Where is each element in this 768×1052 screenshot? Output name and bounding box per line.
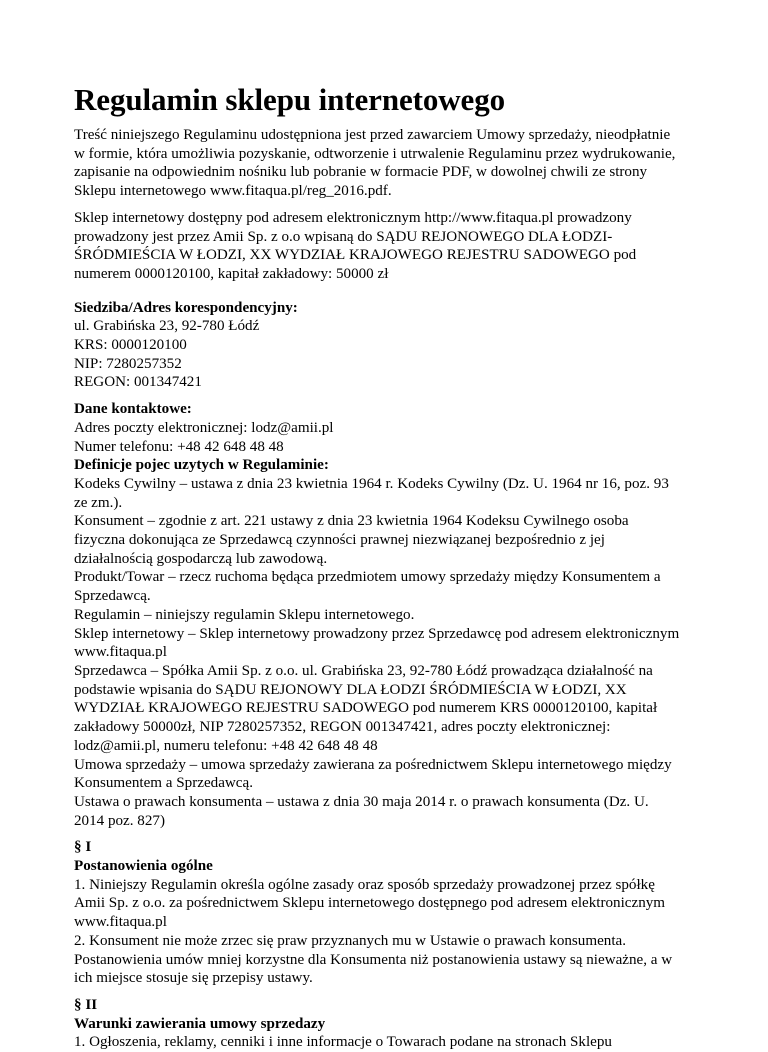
section-1-line: Postanowienia umów mniej korzystne dla Konsumenta niż postanowienia ustawy są nieważne, a w (74, 951, 673, 968)
address-line: NIP: 7280257352 (74, 355, 182, 372)
section-1-line: ich miejsce stosuje się przepisy ustawy. (74, 970, 313, 987)
definition-line: zakładowy 50000zł, NIP 7280257352, REGON 001347421, adres poczty elektronicznej: (74, 719, 611, 736)
section-2-number: § II (74, 996, 98, 1013)
definition-line: ze zm.). (74, 494, 123, 511)
section-1-line: www.fitaqua.pl (74, 914, 167, 931)
operator-line: numerem 0000120100, kapitał zakładowy: 50000 zł (74, 265, 389, 282)
definition-line: Kodeks Cywilny – ustawa z dnia 23 kwietnia 1964 r. Kodeks Cywilny (Dz. U. 1964 nr 16, poz. 93 (74, 475, 669, 492)
definition-line: fizyczna dokonująca ze Sprzedawcą czynności prawnej niezwiązanej bezpośrednio z jej (74, 532, 605, 549)
contact-and-definitions (74, 400, 694, 830)
intro-line: Treść niniejszego Regulaminu udostępniona jest przed zawarciem Umowy sprzedaży, nieodpłatnie (74, 127, 671, 143)
intro-paragraph (74, 126, 694, 201)
definition-line: Produkt/Towar – rzecz ruchoma będąca przedmiotem umowy sprzedaży między Konsumentem a (74, 569, 661, 586)
definition-line: Sprzedawcą. (74, 588, 151, 605)
definition-line: www.fitaqua.pl (74, 644, 167, 661)
definition-line: 2014 poz. 827) (74, 812, 165, 829)
definition-line: Regulamin – niniejszy regulamin Sklepu internetowego. (74, 606, 415, 623)
contact-line: Adres poczty elektronicznej: lodz@amii.pl (74, 419, 334, 436)
definition-line: Konsument – zgodnie z art. 221 ustawy z dnia 23 kwietnia 1964 Kodeksu Cywilnego osoba (74, 513, 629, 530)
definitions-heading: Definicje pojec uzytych w Regulaminie: (74, 457, 329, 474)
address-line: KRS: 0000120100 (74, 337, 187, 354)
section-1-title: Postanowienia ogólne (74, 858, 213, 875)
operator-line: prowadzony jest przez Amii Sp. z o.o wpisaną do SĄDU REJONOWEGO DLA ŁODZI- (74, 228, 613, 245)
address-section (74, 299, 694, 393)
definition-line: Sprzedawca – Spółka Amii Sp. z o.o. ul. Grabińska 23, 92-780 Łódź prowadząca działalność na (74, 662, 653, 679)
section-1 (74, 838, 694, 988)
operator-line: ŚRÓDMIEŚCIA W ŁODZI, XX WYDZIAŁ KRAJOWEGO REJESTRU SADOWEGO pod (74, 247, 637, 264)
intro-line: Sklepu internetowego www.fitaqua.pl/reg_2016.pdf. (74, 183, 392, 200)
definition-line: działalnością gospodarczą lub zawodową. (74, 550, 328, 567)
address-line: ul. Grabińska 23, 92-780 Łódź (74, 318, 260, 335)
contact-line: Numer telefonu: +48 42 648 48 48 (74, 438, 284, 455)
section-2-line: 1. Ogłoszenia, reklamy, cenniki i inne informacje o Towarach podane na stronach Sklepu (74, 1034, 612, 1051)
section-1-line: Amii Sp. z o.o. za pośrednictwem Sklepu internetowego dostępnego pod adresem elektronicznym (74, 895, 666, 912)
definition-line: Sklep internetowy – Sklep internetowy prowadzony przez Sprzedawcę pod adresem elektronicznym (74, 625, 680, 642)
section-1-line: 2. Konsument nie może zrzec się praw przyznanych mu w Ustawie o prawach konsumenta. (74, 932, 626, 949)
section-1-line: 1. Niniejszy Regulamin określa ogólne zasady oraz sposób sprzedaży prowadzonej przez spółkę (74, 876, 655, 893)
document-title: Regulamin sklepu internetowego (74, 82, 506, 117)
definition-line: WYDZIAŁ KRAJOWEGO REJESTRU SADOWEGO pod numerem KRS 0000120100, kapitał (74, 700, 658, 717)
operator-line: Sklep internetowy dostępny pod adresem elektronicznym http://www.fitaqua.pl prowadzony (74, 209, 632, 226)
contact-heading: Dane kontaktowe: (74, 401, 192, 418)
section-2 (74, 996, 694, 1052)
definition-line: Konsumentem a Sprzedawcą. (74, 775, 253, 792)
definition-line: Ustawa o prawach konsumenta – ustawa z dnia 30 maja 2014 r. o prawach konsumenta (Dz. U. (74, 793, 649, 810)
definition-line: Umowa sprzedaży – umowa sprzedaży zawierana za pośrednictwem Sklepu internetowego między (74, 756, 672, 773)
intro-line: w formie, która umożliwia pozyskanie, odtworzenie i utrwalenie Regulaminu przez wydrukowanie, (74, 145, 676, 162)
definition-line: podstawie wpisania do SĄDU REJONOWY DLA ŁODZI ŚRÓDMIEŚCIA W ŁODZI, XX (74, 681, 627, 698)
section-1-number: § I (74, 839, 92, 856)
operator-paragraph (74, 209, 694, 284)
definition-line: lodz@amii.pl, numeru telefonu: +48 42 648 48 48 (74, 737, 378, 754)
address-line: REGON: 001347421 (74, 374, 202, 391)
address-heading: Siedziba/Adres korespondencyjny: (74, 299, 298, 316)
section-2-title: Warunki zawierania umowy sprzedazy (74, 1015, 326, 1032)
intro-line: zapisanie na odpowiednim nośniku lub pobranie w formacie PDF, w dowolnej chwili ze strony (74, 164, 648, 181)
